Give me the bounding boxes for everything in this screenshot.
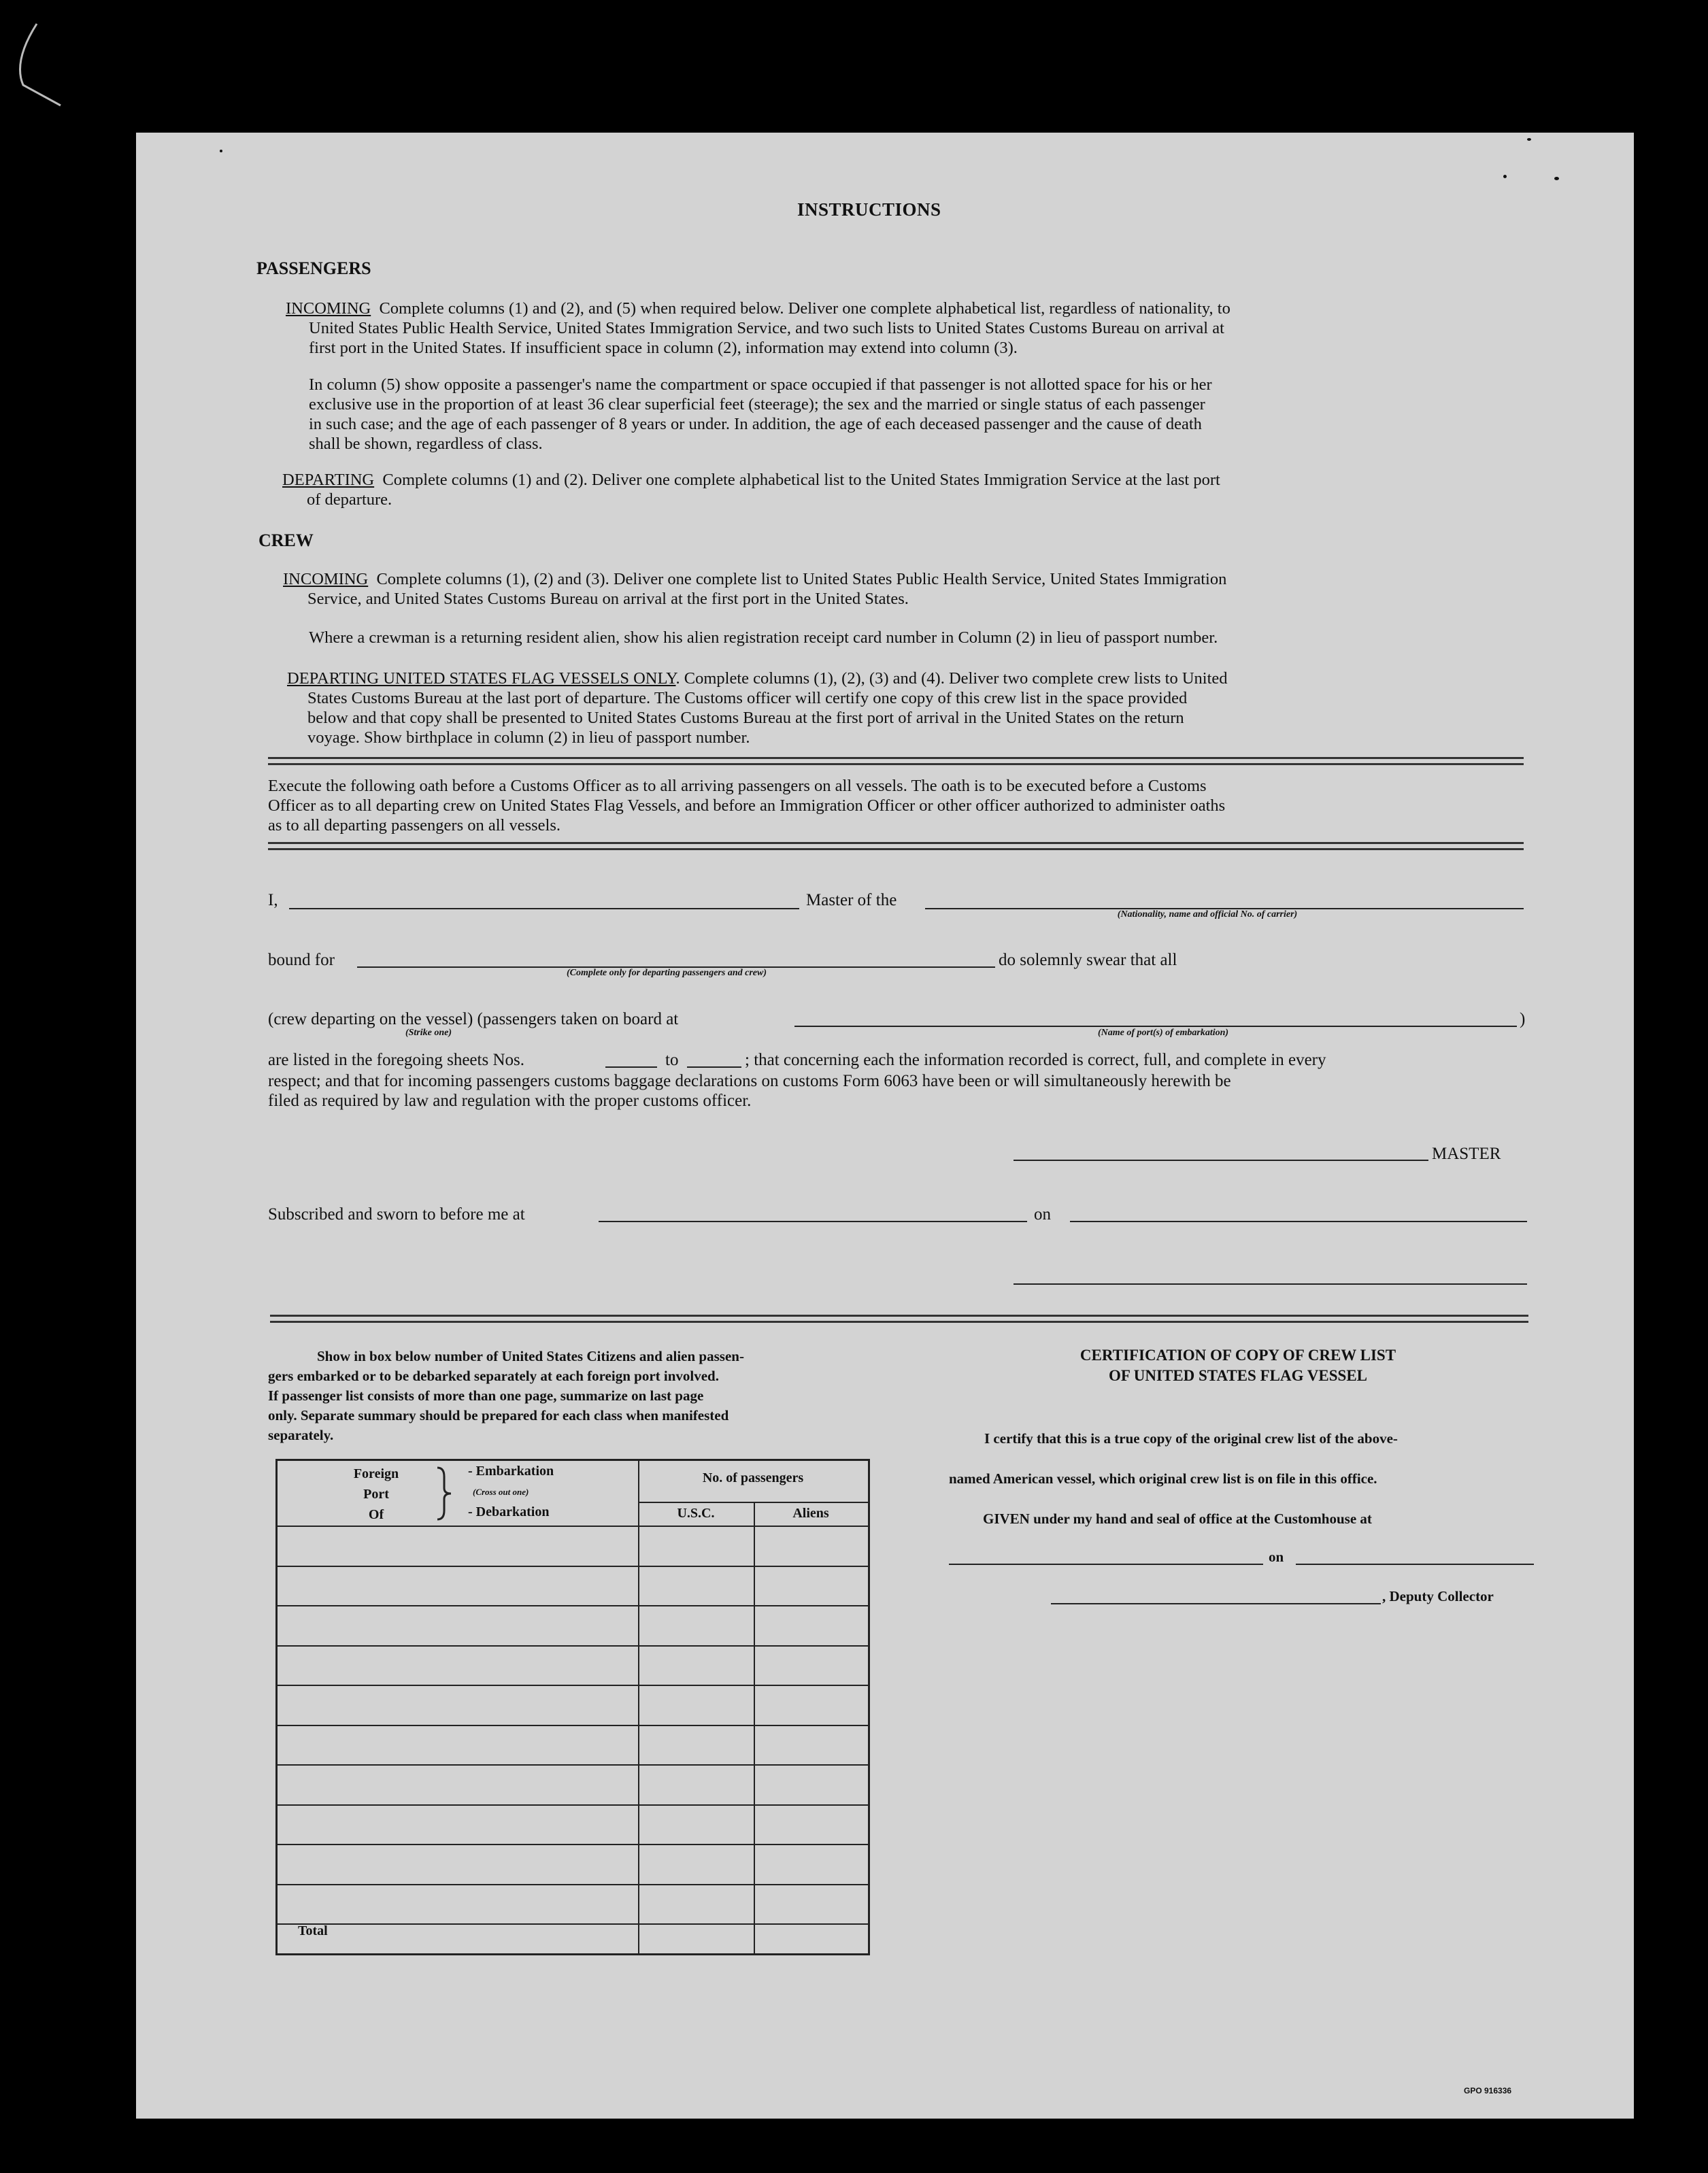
column5-line: shall be shown, regardless of class. [309, 435, 543, 453]
crew-departing-line: voyage. Show birthplace in column (2) in lieu of passport number. [307, 728, 750, 747]
cert-on-label: on [1269, 1549, 1284, 1565]
passenger-summary-table [275, 1459, 870, 1955]
crew-departing-line: . Complete columns (1), (2), (3) and (4). Deliver two complete crew lists to United [675, 669, 1228, 688]
scan-speck [1503, 175, 1507, 178]
strike-one-caption: (Strike one) [405, 1028, 452, 1038]
summary-instruction-line: Show in box below number of United States Citizens and alien passen- [317, 1348, 744, 1364]
crew-departing-line: below and that copy shall be presented to United States Customs Bureau at the first port of arrival in the United States on the return [307, 709, 1184, 727]
table-header-divider [278, 1526, 868, 1527]
passengers-departing-label: DEPARTING [282, 471, 375, 489]
oath-instruction-line: Execute the following oath before a Customs Officer as to all arriving passengers on all vessels. The oath is to be executed before a Customs [268, 777, 1207, 795]
cert-date-line[interactable] [1296, 1564, 1534, 1565]
master-of-the-label: Master of the [806, 891, 897, 909]
summary-instruction-line: gers embarked or to be debarked separately at each foreign port involved. [268, 1368, 719, 1384]
embarkation-port-line[interactable] [794, 1026, 1517, 1027]
passengers-incoming-label: INCOMING [286, 299, 371, 318]
table-row-divider [278, 1844, 868, 1845]
scan-speck [1554, 177, 1559, 180]
respect-paragraph [268, 1071, 1547, 1111]
passengers-incoming [286, 299, 1578, 358]
sworn-date-line[interactable] [1070, 1221, 1527, 1222]
gpo-code: GPO 916336 [1464, 2086, 1512, 2095]
given-text: GIVEN under my hand and seal of office at the Customhouse at [983, 1511, 1372, 1527]
passengers-column5 [309, 375, 1588, 454]
usc-header: U.S.C. [677, 1506, 715, 1521]
embarkation-label: - Embarkation [468, 1464, 554, 1479]
no-of-passengers-header: No. of passengers [702, 1470, 804, 1485]
total-label: Total [298, 1923, 328, 1938]
master-signature-line[interactable] [1014, 1160, 1428, 1161]
table-row-divider [278, 1645, 868, 1647]
passengers-departing-line: Complete columns (1) and (2). Deliver one complete alphabetical list to the United States Immigration Service at the last port [382, 471, 1220, 489]
nationality-caption: (Nationality, name and official No. of carrier) [1117, 909, 1298, 920]
bound-for-label: bound for [268, 951, 335, 969]
table-row-divider [278, 1685, 868, 1686]
scan-speck [220, 150, 222, 152]
certify-line: named American vessel, which original crew list is on file in this office. [949, 1470, 1377, 1487]
crew-departing-line: States Customs Bureau at the last port of departure. The Customs officer will certify one copy of this crew list in the space provided [307, 689, 1188, 707]
oath-instruction-line: Officer as to all departing crew on United States Flag Vessels, and before an Immigration Officer or other officer authorized to administer oaths [268, 796, 1226, 815]
crew-departing [287, 669, 1579, 747]
master-label: MASTER [1432, 1145, 1501, 1163]
sheet-from-line[interactable] [605, 1066, 657, 1068]
crew-departing-text: (crew departing on the vessel) (passengers taken on board at [268, 1010, 679, 1028]
of-label: Of [368, 1507, 384, 1522]
to-label: to [665, 1051, 679, 1069]
passengers-incoming-line: United States Public Health Service, United States Immigration Service, and two such lists to United States Customs Bureau on arrival at [309, 319, 1224, 337]
listed-in-text: are listed in the foregoing sheets Nos. [268, 1051, 524, 1069]
passengers-departing-line: of departure. [307, 490, 392, 509]
table-row-divider [278, 1764, 868, 1766]
table-row-divider [278, 1605, 868, 1606]
officer-signature-line[interactable] [1014, 1283, 1527, 1285]
summary-instruction-line: separately. [268, 1427, 334, 1443]
master-name-line[interactable] [289, 908, 799, 909]
oath-i-label: I, [268, 891, 278, 909]
page-title: INSTRUCTIONS [797, 199, 941, 220]
divider-double [268, 757, 1524, 765]
crew-departing-label: DEPARTING UNITED STATES FLAG VESSELS ONLY [287, 669, 676, 688]
crew-incoming-label: INCOMING [283, 570, 369, 588]
summary-instruction-line: If passenger list consists of more than one page, summarize on last page [268, 1387, 704, 1404]
crew-heading: CREW [258, 530, 314, 550]
crew-incoming [283, 569, 1575, 609]
subscribed-text: Subscribed and sworn to before me at [268, 1205, 525, 1224]
aliens-header: Aliens [792, 1506, 829, 1521]
form-sheet [136, 133, 1634, 2119]
respect-line: respect; and that for incoming passengers customs baggage declarations on customs Form 6063 have been or will simultaneously herewith be [268, 1072, 1231, 1090]
port-label: Port [363, 1487, 389, 1502]
passengers-departing [282, 470, 1575, 509]
certify-line: I certify that this is a true copy of the original crew list of the above- [984, 1430, 1398, 1447]
oath-instructions [268, 776, 1547, 835]
scan-speck [1527, 138, 1531, 141]
passengers-incoming-line: Complete columns (1) and (2), and (5) when required below. Deliver one complete alphabetical list, regardless of nationality, to [379, 299, 1230, 318]
table-row-divider [278, 1923, 868, 1925]
deputy-collector-label: , Deputy Collector [1382, 1588, 1494, 1604]
divider-double [270, 1315, 1528, 1323]
solemnly-swear-text: do solemnly swear that all [999, 951, 1177, 969]
ports-caption: (Name of port(s) of embarkation) [1097, 1028, 1229, 1038]
crew-incoming-line: Complete columns (1), (2) and (3). Deliver one complete list to United States Public Health Service, United States Immigration [376, 570, 1227, 588]
deputy-signature-line[interactable] [1051, 1603, 1381, 1604]
debarkation-label: - Debarkation [468, 1504, 550, 1519]
table-divider [754, 1502, 755, 1953]
foreign-port-of-label [339, 1464, 414, 1525]
on-label: on [1034, 1205, 1051, 1224]
table-row-divider [278, 1804, 868, 1806]
certification-heading-line: OF UNITED STATES FLAG VESSEL [1108, 1367, 1368, 1384]
table-divider [638, 1502, 868, 1503]
foreign-label: Foreign [353, 1466, 399, 1481]
crew-alien-line: Where a crewman is a returning resident alien, show his alien registration receipt card number in Column (2) in lieu of passport number. [309, 628, 1218, 647]
complete-only-caption: (Complete only for departing passengers and crew) [567, 968, 767, 978]
summary-instructions [268, 1347, 867, 1445]
table-divider [638, 1461, 639, 1953]
respect-line: filed as required by law and regulation with the proper customs officer. [268, 1092, 752, 1110]
cross-out-caption: (Cross out one) [473, 1487, 529, 1497]
table-row-divider [278, 1725, 868, 1726]
sworn-at-line[interactable] [599, 1221, 1027, 1222]
column5-line: exclusive use in the proportion of at least 36 clear superficial feet (steerage); the sex and the married or single status of each passenger [309, 395, 1205, 414]
close-paren: ) [1520, 1010, 1526, 1028]
curly-brace-icon [434, 1466, 454, 1521]
column5-line: in such case; and the age of each passenger of 8 years or under. In addition, the age of each deceased passenger and the cause of death [309, 415, 1202, 433]
table-row-divider [278, 1884, 868, 1885]
passengers-heading: PASSENGERS [256, 258, 371, 278]
customhouse-line[interactable] [949, 1564, 1263, 1565]
column5-line: In column (5) show opposite a passenger's name the compartment or space occupied if that passenger is not allotted space for his or her [309, 375, 1212, 394]
crew-incoming-line: Service, and United States Customs Bureau on arrival at the first port in the United States. [307, 590, 909, 608]
table-row-divider [278, 1566, 868, 1567]
passengers-incoming-line: first port in the United States. If insufficient space in column (2), information may extend into column (3). [309, 339, 1018, 357]
oath-instruction-line: as to all departing passengers on all vessels. [268, 816, 561, 835]
certification-heading [1014, 1345, 1462, 1386]
divider-double [268, 842, 1524, 850]
summary-instruction-line: only. Separate summary should be prepared for each class when manifested [268, 1407, 729, 1424]
certification-heading-line: CERTIFICATION OF COPY OF CREW LIST [1079, 1347, 1396, 1364]
scan-edge-mark [10, 20, 64, 109]
sheet-to-line[interactable] [687, 1066, 741, 1068]
concerning-text: ; that concerning each the information recorded is correct, full, and complete in every [745, 1051, 1326, 1069]
